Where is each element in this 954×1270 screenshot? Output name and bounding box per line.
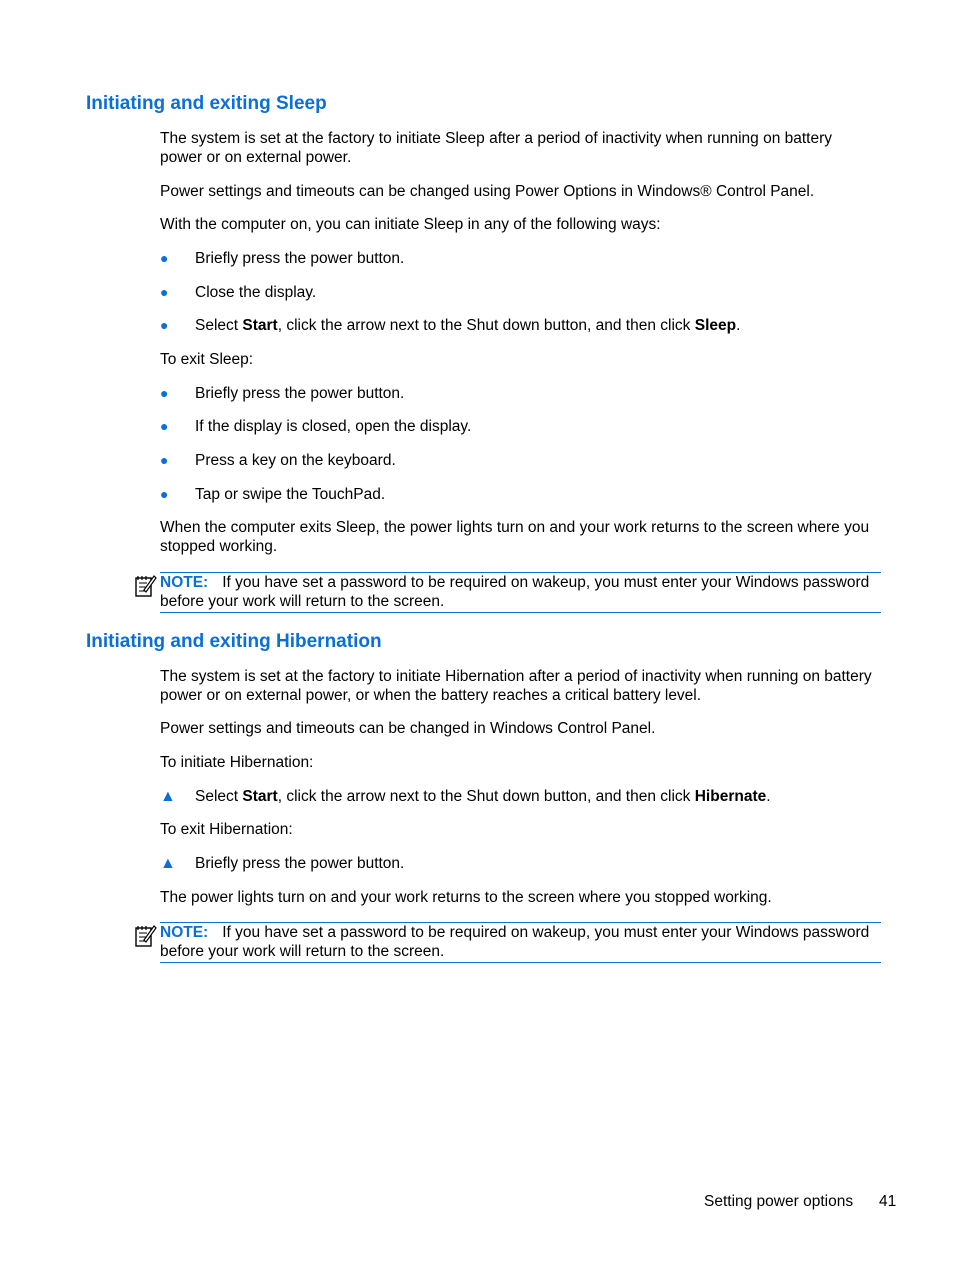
paragraph: To exit Hibernation: (160, 821, 293, 838)
bullet-icon: ● (160, 385, 169, 401)
note-text: If you have set a password to be required on wakeup, you must enter your Windows password before your work will return to the screen. (160, 574, 870, 610)
note-label: NOTE: (160, 574, 209, 591)
note-box (160, 922, 881, 963)
paragraph: Power settings and timeouts can be changed in Windows Control Panel. (160, 720, 656, 737)
step-text: Briefly press the power button. (195, 855, 405, 872)
list-item-text: Tap or swipe the TouchPad. (195, 486, 386, 503)
paragraph: With the computer on, you can initiate Sleep in any of the following ways: (160, 216, 661, 233)
paragraph: Power settings and timeouts can be changed using Power Options in Windows® Control Panel. (160, 183, 815, 200)
ui-term-sleep: Sleep (694, 317, 737, 334)
paragraph: The system is set at the factory to initiate Sleep after a period of inactivity when running on battery power or on external power. (160, 130, 833, 166)
list-item-text: Briefly press the power button. (195, 385, 405, 402)
footer-section-title: Setting power options (704, 1193, 854, 1210)
note-icon (134, 924, 158, 948)
paragraph: To initiate Hibernation: (160, 754, 314, 771)
list-item-text: If the display is closed, open the display. (195, 418, 472, 435)
paragraph: The system is set at the factory to initiate Hibernation after a period of inactivity when running on battery power or on external power, or when the battery reaches a critical battery level. (160, 668, 872, 704)
paragraph: When the computer exits Sleep, the power lights turn on and your work returns to the screen where you stopped working. (160, 519, 870, 555)
paragraph: The power lights turn on and your work returns to the screen where you stopped working. (160, 889, 772, 906)
step-text: Select Start, click the arrow next to the Shut down button, and then click Hibernate. (195, 788, 771, 805)
paragraph: To exit Sleep: (160, 351, 254, 368)
section-heading-sleep: Initiating and exiting Sleep (86, 93, 327, 114)
list-item-text: Close the display. (195, 284, 317, 301)
list-item-text: Select Start, click the arrow next to the Shut down button, and then click Sleep. (195, 317, 741, 334)
note-box (160, 572, 881, 613)
section-heading-hibernation: Initiating and exiting Hibernation (86, 631, 382, 652)
bullet-icon: ● (160, 418, 169, 434)
bullet-icon: ● (160, 250, 169, 266)
list-item-text: Briefly press the power button. (195, 250, 405, 267)
bullet-icon: ● (160, 486, 169, 502)
ui-term-hibernate: Hibernate (694, 788, 767, 805)
ui-term-start: Start (242, 788, 278, 805)
note-text: If you have set a password to be required on wakeup, you must enter your Windows password before your work will return to the screen. (160, 924, 870, 960)
note-label: NOTE: (160, 924, 209, 941)
note-icon (134, 574, 158, 598)
bullet-icon: ● (160, 284, 169, 300)
list-item-text: Press a key on the keyboard. (195, 452, 396, 469)
ui-term-start: Start (242, 317, 278, 334)
bullet-icon: ● (160, 317, 169, 333)
step-triangle-icon: ▲ (160, 855, 176, 872)
page-number: 41 (879, 1193, 897, 1210)
step-triangle-icon: ▲ (160, 788, 176, 805)
bullet-icon: ● (160, 452, 169, 468)
